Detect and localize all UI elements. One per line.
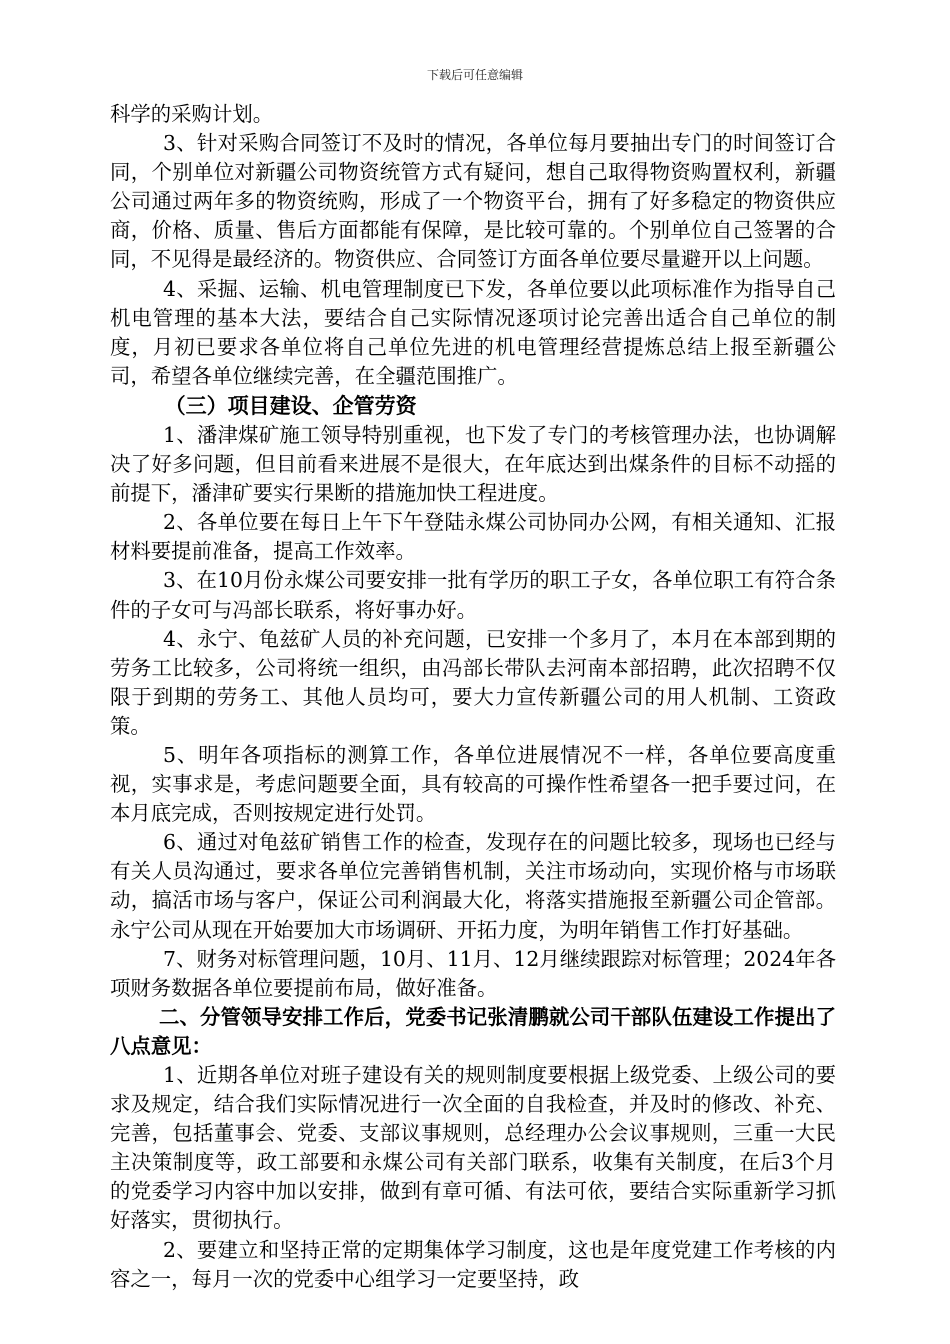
page-header: 下载后可任意编辑	[426, 68, 523, 82]
paragraph-continuation: 科学的采购计划。	[110, 102, 274, 126]
document-body	[110, 100, 836, 1294]
paragraph-item: 1、潘津煤矿施工领导特别重视，也下发了专门的考核管理办法，也协调解决了好多问题，但目前看来进展不是很大，在年底达到出煤条件的目标不动摇的前提下，潘津矿要实行果断的措施加快工程进度。	[110, 422, 836, 506]
section-heading: 二、分管领导安排工作后，党委书记张清鹏就公司干部队伍建设工作提出了八点意见：	[110, 1004, 836, 1058]
paragraph-item: 3、针对采购合同签订不及时的情况，各单位每月要抽出专门的时间签订合同，个别单位对新疆公司物资统管方式有疑问，想自己取得物资购置权利，新疆公司通过两年多的物资统购，形成了一个物资平台，拥有了好多稳定的物资供应商，价格、质量、售后方面都能有保障，是比较可靠的。个别单位自己签署的合同，不见得是最经济的。物资供应、合同签订方面各单位要尽量避开以上问题。	[110, 131, 836, 272]
paragraph-item: 1、近期各单位对班子建设有关的规则制度要根据上级党委、上级公司的要求及规定，结合我们实际情况进行一次全面的自我检查，并及时的修改、补充、完善，包括董事会、党委、支部议事规则，总经理办公会议事规则，三重一大民主决策制度等，政工部要和永煤公司有关部门联系，收集有关制度，在后3个月的党委学习内容中加以安排，做到有章可循、有法可依，要结合实际重新学习抓好落实，贯彻执行。	[110, 1063, 836, 1233]
paragraph-item: 2、要建立和坚持正常的定期集体学习制度，这也是年度党建工作考核的内容之一，每月一次的党委中心组学习一定要坚持，政	[110, 1237, 836, 1291]
paragraph-item: 5、明年各项指标的测算工作，各单位进展情况不一样，各单位要高度重视，实事求是，考虑问题要全面，具有较高的可操作性希望各一把手要过问，在本月底完成，否则按规定进行处罚。	[110, 742, 836, 826]
paragraph-item: 3、在10月份永煤公司要安排一批有学历的职工子女，各单位职工有符合条件的子女可与冯部长联系，将好事办好。	[110, 568, 836, 622]
paragraph-item: 4、永宁、龟兹矿人员的补充问题，已安排一个多月了，本月在本部到期的劳务工比较多，公司将统一组织，由冯部长带队去河南本部招聘，此次招聘不仅限于到期的劳务工、其他人员均可，要大力宣传新疆公司的用人机制、工资政策。	[110, 626, 836, 738]
subsection-heading: （三）项目建设、企管劳资	[164, 393, 417, 418]
paragraph-item: 6、通过对龟兹矿销售工作的检查，发现存在的问题比较多，现场也已经与有关人员沟通过，要求各单位完善销售机制，关注市场动向，实现价格与市场联动，搞活市场与客户，保证公司利润最大化，将落实措施报至新疆公司企管部。永宁公司从现在开始要加大市场调研、开拓力度，为明年销售工作打好基础。	[110, 830, 836, 942]
paragraph-item: 4、采掘、运输、机电管理制度已下发，各单位要以此项标准作为指导自己机电管理的基本大法，要结合自己实际情况逐项讨论完善出适合自己单位的制度，月初已要求各单位将自己单位先进的机电管理经营提炼总结上报至新疆公司，希望各单位继续完善，在全疆范围推广。	[110, 276, 836, 388]
paragraph-item: 2、各单位要在每日上午下午登陆永煤公司协同办公网，有相关通知、汇报材料要提前准备，提高工作效率。	[110, 510, 836, 564]
paragraph-item: 7、财务对标管理问题，10月、11月、12月继续跟踪对标管理；2024年各项财务数据各单位要提前布局，做好准备。	[110, 946, 836, 1000]
